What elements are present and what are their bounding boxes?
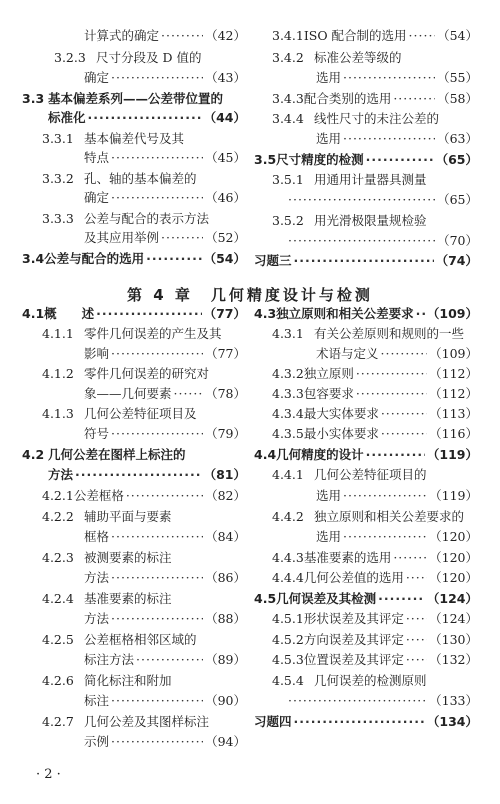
toc-entry-page: （46） [205,190,246,205]
toc-entry[interactable] [84,28,246,44]
toc-entry-number: 4.4.4 [272,570,304,585]
toc-entry-page: （52） [205,230,246,245]
dot-leader [111,190,203,206]
toc-entry-title: 影响 [84,346,110,361]
toc-entry[interactable] [84,693,246,709]
toc-entry-number: 4.5 [254,591,277,606]
dot-leader [406,611,427,627]
toc-entry-title: 公差与配合的选用 [44,251,145,266]
toc-entry-page: （81） [203,467,246,482]
toc-entry[interactable] [272,632,478,648]
toc-entry[interactable] [272,28,478,44]
toc-entry[interactable] [42,131,246,147]
toc-entry[interactable] [42,326,246,342]
toc-entry[interactable] [84,734,246,750]
toc-entry-page: （79） [205,426,246,441]
toc-entry-title: 用通用计量器具测量 [314,172,427,187]
dot-leader [111,426,203,442]
toc-entry[interactable] [316,529,478,545]
toc-entry[interactable] [84,70,246,86]
toc-entry-page: （78） [205,386,246,401]
toc-entry-number: 3.4.3 [272,91,304,106]
toc-entry[interactable] [254,152,478,168]
toc-entry-page: （63） [437,131,478,146]
dot-leader [111,150,203,166]
dot-leader [111,346,203,362]
toc-entry[interactable] [84,529,246,545]
toc-entry-title: 框格 [84,529,110,544]
toc-entry[interactable] [272,386,478,402]
toc-entry-page: （86） [205,570,246,585]
dot-leader [288,233,435,249]
toc-entry-page: （88） [205,611,246,626]
toc-entry-page: （55） [437,70,478,85]
toc-entry-title: 几何精度的设计 [276,447,364,462]
toc-entry-title: 公差框格 [73,488,124,503]
toc-entry[interactable] [42,632,246,648]
toc-entry-number: 4.2.1 [42,488,74,503]
toc-entry-title: 选用 [316,529,342,544]
toc-entry-number: 4.1.2 [42,366,74,381]
page-number: · 2 · [36,767,61,782]
toc-entry-title: 公差框格相邻区域的 [84,632,197,647]
toc-entry[interactable] [254,714,478,730]
toc-entry-page: （42） [205,28,246,43]
toc-entry[interactable] [286,233,478,249]
toc-entry-number: 3.3.2 [42,171,74,186]
dot-leader [393,550,427,566]
toc-entry-page: （120） [429,550,478,565]
toc-entry-number: 4.2.6 [42,673,74,688]
dot-leader [111,693,203,709]
toc-entry[interactable] [272,673,478,689]
toc-entry[interactable] [42,406,246,422]
dot-leader [406,570,427,586]
toc-entry-title: 及其应用举例 [84,230,160,245]
chapter-heading: 第 4 章 几何精度设计与检测 [127,286,373,304]
toc-entry[interactable] [42,171,246,187]
toc-entry-page: （124） [426,591,478,606]
toc-entry-number: 4.3.3 [272,386,304,401]
toc-entry-title: 习题四 [254,714,292,729]
toc-entry-number: 4.1.1 [42,326,74,341]
toc-entry-title: 选用 [316,70,342,85]
dot-leader [161,230,203,246]
toc-entry-page: （113） [429,406,478,421]
toc-entry-title: 象——几何要素 [84,386,172,401]
dot-leader [146,251,201,267]
toc-entry[interactable] [272,213,478,229]
toc-entry[interactable] [42,591,246,607]
toc-entry-number: 4.1 [22,306,45,321]
dot-leader [416,306,425,322]
toc-entry-title: 尺寸分段及 D 值的 [96,50,202,65]
toc-entry-title: 几何误差的检测原则 [314,673,427,688]
toc-entry-number: 4.1.3 [42,406,74,421]
toc-entry-title: 方法 [84,611,110,626]
toc-entry-title: 几何公差值的选用 [303,570,404,585]
toc-entry-page: （74） [435,253,478,268]
toc-entry[interactable] [84,386,246,402]
dot-leader [111,611,203,627]
toc-entry-title: 孔、轴的基本偏差的 [84,171,197,186]
toc-entry[interactable] [316,488,478,504]
toc-entry-number: 4.4 [254,447,277,462]
dot-leader [406,632,427,648]
toc-entry-title: 用光滑极限量规检验 [314,213,427,228]
toc-entry[interactable] [254,447,478,463]
toc-entry-page: （109） [429,346,478,361]
toc-entry-page: （120） [429,570,478,585]
toc-entry-number: 4.3.4 [272,406,304,421]
toc-entry[interactable] [84,426,246,442]
toc-entry-page: （70） [437,233,478,248]
toc-entry-number: 4.3.5 [272,426,304,441]
dot-leader [136,652,203,668]
toc-entry[interactable] [272,91,478,107]
dot-leader [288,693,427,709]
toc-entry[interactable] [272,50,478,66]
toc-entry-number: 4.3.1 [272,326,304,341]
dot-leader [111,570,203,586]
toc-entry-page: （89） [205,652,246,667]
toc-entry[interactable] [286,192,478,208]
toc-entry-number: 3.3.3 [42,211,74,226]
toc-entry[interactable] [254,591,478,607]
toc-entry-title: 选用 [316,488,342,503]
dot-leader [111,70,203,86]
toc-entry[interactable] [42,509,246,525]
toc-entry-number: 4.2.3 [42,550,74,565]
toc-entry-title: 公差与配合的表示方法 [84,211,210,226]
toc-entry-title: 概 述 [44,306,95,321]
toc-entry[interactable] [84,190,246,206]
toc-entry[interactable] [254,306,478,322]
toc-entry-number: 4.4.2 [272,509,304,524]
toc-entry-page: （109） [426,306,478,321]
dot-leader [75,467,202,483]
toc-entry[interactable] [272,366,478,382]
toc-entry-title: 标注方法 [84,652,135,667]
toc-entry-number: 4.4.1 [272,467,304,482]
toc-entry[interactable] [272,406,478,422]
toc-entry-number: 4.2.2 [42,509,74,524]
toc-entry[interactable] [42,366,246,382]
toc-entry-title: 基准要素的标注 [84,591,172,606]
toc-entry-page: （133） [429,693,478,708]
toc-entry-title: 基准要素的选用 [303,550,392,565]
toc-entry-title: 确定 [84,190,110,205]
toc-entry[interactable] [272,570,478,586]
toc-entry-title: 示例 [84,734,110,749]
toc-entry-title: 独立原则和相关公差要求 [276,306,414,321]
toc-entry-page: （77） [203,306,246,321]
toc-entry[interactable] [316,131,478,147]
toc-entry-title: 有关公差原则和规则的一些 [314,326,465,341]
dot-leader [294,714,425,730]
toc-entry-title: 形状误差及其评定 [303,611,404,626]
toc-entry-title: 几何公差在图样上标注的 [48,447,186,462]
dot-leader [393,91,435,107]
dot-leader [366,152,434,168]
toc-entry-page: （132） [429,652,478,667]
toc-entry-number: 4.5.4 [272,673,304,688]
dot-leader [96,306,201,322]
toc-entry[interactable] [272,426,478,442]
toc-entry-page: （65） [437,192,478,207]
toc-entry[interactable] [48,110,246,126]
dot-leader [288,192,435,208]
toc-entry-number: 4.2.4 [42,591,74,606]
toc-entry[interactable] [42,714,246,730]
dot-leader [381,426,427,442]
toc-entry[interactable] [272,509,478,525]
toc-entry-title: 尺寸精度的检测 [276,152,364,167]
dot-leader [343,70,435,86]
toc-entry[interactable] [286,693,478,709]
toc-entry-title: 方法 [84,570,110,585]
toc-entry-title: 几何公差特征项目及 [84,406,197,421]
toc-entry[interactable] [272,172,478,188]
toc-entry[interactable] [22,91,246,107]
dot-leader [343,131,435,147]
toc-entry[interactable] [254,253,478,269]
toc-entry-title: 方法 [48,467,74,482]
toc-entry-page: （54） [203,251,246,266]
toc-entry-title: 独立原则 [303,366,354,381]
toc-entry[interactable] [84,652,246,668]
toc-entry-number: 3.4.2 [272,50,304,65]
toc-entry[interactable] [42,673,246,689]
toc-entry[interactable] [272,611,478,627]
dot-leader [126,488,203,504]
toc-entry[interactable] [48,467,246,483]
toc-entry-page: （124） [429,611,478,626]
toc-entry-number: 3.5.2 [272,213,304,228]
toc-entry-number: 3.5 [254,152,277,167]
toc-entry-title: 线性尺寸的未注公差的 [314,111,440,126]
toc-entry[interactable] [316,346,478,362]
toc-entry[interactable] [84,150,246,166]
toc-entry[interactable] [42,550,246,566]
toc-entry-number: 3.4.4 [272,111,304,126]
dot-leader [381,346,428,362]
toc-entry-number: 4.2.5 [42,632,74,647]
toc-entry-number: 3.4.1 [272,28,304,43]
dot-leader [381,406,427,422]
toc-entry-number: 3.2.3 [54,50,86,65]
toc-entry-page: （119） [426,447,478,462]
toc-entry-page: （134） [426,714,478,729]
toc-entry-title: 被测要素的标注 [84,550,172,565]
toc-entry-title: 符号 [84,426,110,441]
dot-leader [409,28,436,44]
toc-entry-page: （45） [205,150,246,165]
toc-entry-title: 几何误差及其检测 [276,591,377,606]
dot-leader [356,386,427,402]
toc-entry-number: 4.2 [22,447,45,462]
toc-entry-title: 计算式的确定 [84,28,160,43]
toc-entry-page: （43） [205,70,246,85]
toc-entry[interactable] [272,111,478,127]
toc-entry-title: 简化标注和附加 [84,673,172,688]
toc-entry-title: 基本偏差代号及其 [84,131,185,146]
toc-entry-title: 习题三 [254,253,292,268]
toc-entry[interactable] [84,346,246,362]
toc-entry[interactable] [272,550,478,566]
toc-entry-title: 选用 [316,131,342,146]
toc-entry-title: 辅助平面与要素 [84,509,172,524]
toc-entry-title: 几何公差及其图样标注 [84,714,210,729]
toc-entry-title: 零件几何误差的产生及其 [84,326,222,341]
toc-entry-number: 3.3 [22,91,45,106]
toc-entry-title: 术语与定义 [316,346,379,361]
toc-entry-page: （112） [429,366,478,381]
dot-leader [378,591,425,607]
toc-entry-page: （94） [205,734,246,749]
toc-entry-title: 标注 [84,693,110,708]
toc-entry-number: 4.5.3 [272,652,304,667]
toc-entry-number: 4.2.7 [42,714,74,729]
dot-leader [356,366,427,382]
toc-entry-number: 4.3.2 [272,366,304,381]
toc-entry-page: （116） [429,426,478,441]
toc-entry-page: （44） [203,110,246,125]
toc-entry-page: （112） [429,386,478,401]
toc-entry-page: （120） [429,529,478,544]
toc-entry-page: （130） [429,632,478,647]
dot-leader [111,734,203,750]
dot-leader [111,529,203,545]
toc-entry-title: 零件几何误差的研究对 [84,366,210,381]
toc-entry[interactable] [272,326,478,342]
toc-entry[interactable] [316,70,478,86]
toc-entry-title: 基本偏差系列——公差带位置的 [48,91,224,106]
dot-leader [88,110,202,126]
toc-entry-title: 方向误差及其评定 [303,632,404,647]
toc-entry-title: 配合类别的选用 [303,91,392,106]
toc-entry-title: ISO 配合制的选用 [303,28,407,43]
toc-entry-number: 4.4.3 [272,550,304,565]
toc-entry-number: 4.5.1 [272,611,304,626]
toc-entry[interactable] [54,50,246,66]
toc-entry-title: 独立原则和相关公差要求的 [314,509,465,524]
toc-entry-title: 最大实体要求 [303,406,379,421]
toc-entry-page: （119） [429,488,478,503]
dot-leader [174,386,204,402]
toc-entry[interactable] [22,447,246,463]
toc-entry-title: 最小实体要求 [303,426,379,441]
toc-entry-page: （90） [205,693,246,708]
dot-leader [343,488,427,504]
toc-entry-page: （84） [205,529,246,544]
toc-entry-page: （58） [437,91,478,106]
toc-entry[interactable] [272,467,478,483]
toc-entry[interactable] [22,251,246,267]
dot-leader [294,253,434,269]
dot-leader [366,447,425,463]
toc-entry[interactable] [84,230,246,246]
toc-entry-title: 标准化 [48,110,86,125]
toc-entry-title: 几何公差特征项目的 [314,467,427,482]
toc-entry[interactable] [42,488,246,504]
dot-leader [343,529,427,545]
toc-entry[interactable] [272,652,478,668]
toc-entry[interactable] [84,570,246,586]
toc-entry-page: （65） [435,152,478,167]
dot-leader [406,652,427,668]
toc-entry-number: 3.4 [22,251,45,266]
toc-entry-page: （54） [437,28,478,43]
toc-entry-number: 4.5.2 [272,632,304,647]
toc-entry-title: 确定 [84,70,110,85]
toc-entry-page: （77） [205,346,246,361]
toc-entry[interactable] [22,306,246,322]
toc-entry-title: 包容要求 [303,386,354,401]
toc-entry-title: 位置误差及其评定 [303,652,404,667]
toc-entry-number: 3.5.1 [272,172,304,187]
toc-entry-page: （82） [205,488,246,503]
toc-entry-number: 4.3 [254,306,277,321]
toc-entry-number: 3.3.1 [42,131,74,146]
toc-entry-title: 标准公差等级的 [314,50,402,65]
toc-entry[interactable] [42,211,246,227]
toc-entry[interactable] [84,611,246,627]
dot-leader [161,28,203,44]
toc-entry-title: 特点 [84,150,110,165]
